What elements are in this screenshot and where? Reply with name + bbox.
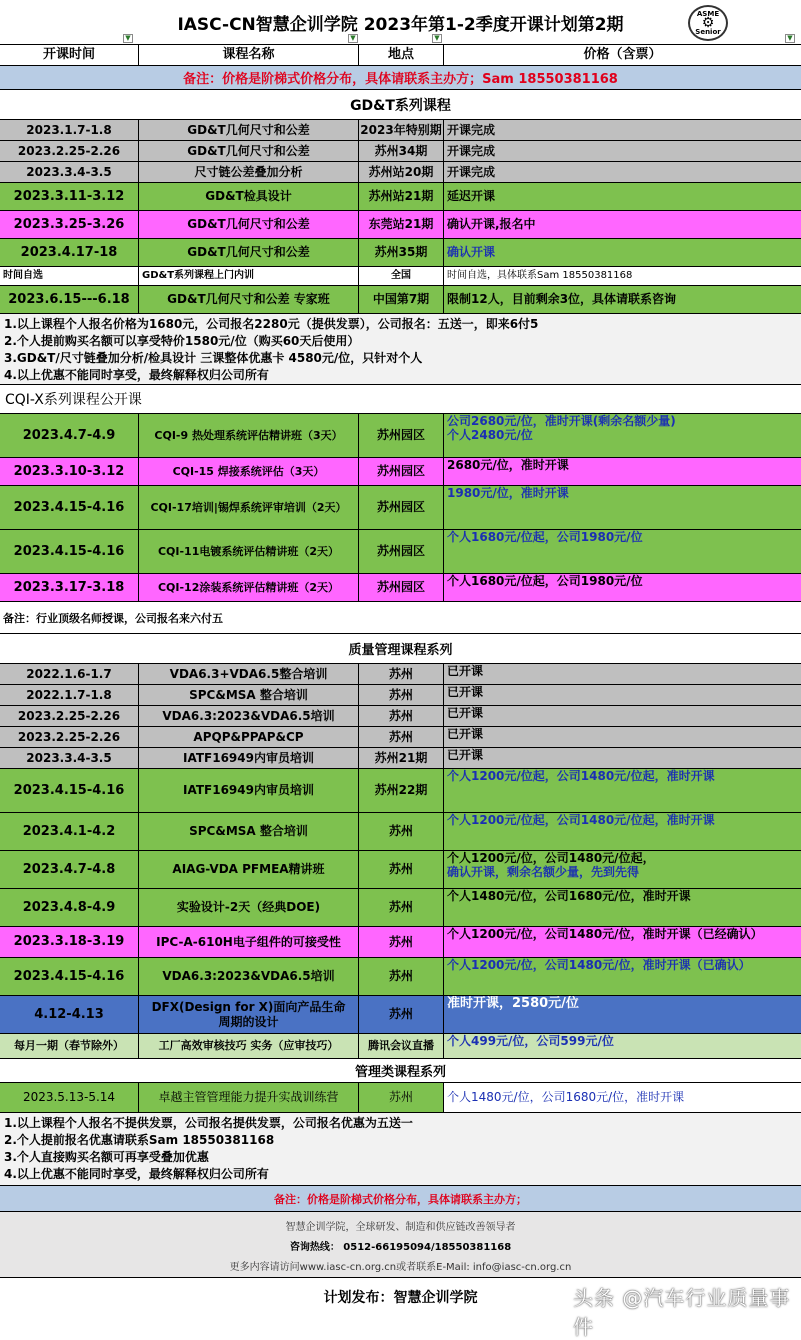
- note-line: 3.个人直接购买名额可再享受叠加优惠: [4, 1150, 209, 1164]
- table-row: [0, 141, 801, 162]
- table-row: [0, 486, 801, 530]
- price-line: 公司2680元/位，准时开课(剩余名额少量): [447, 414, 676, 428]
- course-place: 中国第7期: [359, 286, 444, 313]
- course-price: 开课完成: [447, 143, 496, 158]
- section-title-cqi: [0, 385, 801, 414]
- course-name: SPC&MSA 整合培训: [139, 685, 359, 705]
- section-title-quality: [0, 634, 801, 664]
- footer-slogan: 智慧企训学院，全球研发、制造和供应链改善领导者: [285, 1222, 516, 1233]
- footer-contact: 更多内容请访问www.iasc-cn.org.cn或者联系E-Mail: info@iasc-cn.org.cn: [229, 1262, 572, 1273]
- table-row: [0, 727, 801, 748]
- course-place: 苏州园区: [359, 486, 444, 529]
- price-line: 1980元/位，准时开课: [447, 486, 569, 500]
- course-name: [139, 996, 359, 1033]
- table-row: [0, 183, 801, 211]
- course-name: CQI-9 热处理系统评估精讲班（3天）: [139, 414, 359, 457]
- course-place: 苏州34期: [359, 141, 444, 161]
- course-price: [444, 851, 801, 888]
- course-time: 2023.4.7-4.8: [0, 851, 139, 888]
- footer-info: [0, 1212, 801, 1278]
- price-line: 已开课: [447, 685, 484, 699]
- course-time: 2023.2.25-2.26: [0, 141, 139, 161]
- page-title: IASC-CN智慧企训学院 2023年第1-2季度开课计划第2期: [177, 14, 624, 35]
- course-time: 2023.3.10-3.12: [0, 458, 139, 485]
- course-price: [444, 889, 801, 926]
- note-line: 3.GD&T/尺寸链叠加分析/检具设计 三课整体优惠卡 4580元/位，只针对个人: [4, 351, 423, 365]
- course-place: 苏州站20期: [359, 162, 444, 182]
- table-row: [0, 239, 801, 267]
- note-line: 2.个人提前购买名额可以享受特价1580元/位（购买60天后使用）: [4, 334, 360, 348]
- course-price: 确认开课,报名中: [447, 217, 536, 232]
- price-line: 已开课: [447, 748, 484, 762]
- quality-table: [0, 664, 801, 1059]
- table-row: [0, 1034, 801, 1059]
- asme-logo: ASME ⚙ Senior: [688, 5, 728, 41]
- price-line: 个人1200元/位起，公司1480元/位起，准时开课: [447, 769, 715, 783]
- course-place: 苏州35期: [359, 239, 444, 266]
- course-price: 个人1480元/位，公司1680元/位，准时开课: [444, 1083, 801, 1112]
- gdt-notes: [0, 314, 801, 385]
- cqi-note: 备注：行业顶级名师授课，公司报名来六付五: [3, 611, 223, 625]
- course-name: IATF16949内审员培训: [139, 748, 359, 768]
- filter-dropdown-icon[interactable]: ▼: [123, 34, 133, 43]
- course-price: [444, 927, 801, 957]
- course-price: [444, 706, 801, 726]
- col-header-price: 价格（含票）: [583, 47, 662, 63]
- table-row: [0, 958, 801, 996]
- course-time: 2022.1.6-1.7: [0, 664, 139, 684]
- course-time: 2023.3.11-3.12: [0, 183, 139, 210]
- course-time: 4.12-4.13: [0, 996, 139, 1033]
- course-name: 实验设计-2天（经典DOE): [139, 889, 359, 926]
- col-header-course: 课程名称: [139, 45, 359, 65]
- course-time: 2023.5.13-5.14: [0, 1083, 139, 1112]
- course-time: 2023.3.4-3.5: [0, 162, 139, 182]
- course-place: 苏州: [359, 958, 444, 995]
- course-price: [444, 748, 801, 768]
- course-name: IPC-A-610H电子组件的可接受性: [139, 927, 359, 957]
- course-time: 2023.4.15-4.16: [0, 769, 139, 812]
- course-name: GD&T几何尺寸和公差: [139, 120, 359, 140]
- course-price: [444, 958, 801, 995]
- gdt-table: [0, 120, 801, 314]
- section-title-gdt: [0, 90, 801, 120]
- col-header-place: 地点: [359, 45, 444, 65]
- price-line: 个人1200元/位，公司1480元/位起，: [447, 851, 655, 865]
- course-name: APQP&PPAP&CP: [139, 727, 359, 747]
- note-line: 1.以上课程个人报名不提供发票，公司报名提供发票，公司报名优惠为五送一: [4, 1116, 413, 1130]
- price-line: 个人2480元/位: [447, 428, 533, 443]
- course-place: 苏州园区: [359, 414, 444, 457]
- course-name: GD&T系列课程上门内训: [139, 267, 359, 285]
- course-price: [444, 1034, 801, 1058]
- course-place: 苏州: [359, 1083, 444, 1112]
- table-row: [0, 927, 801, 958]
- course-name: CQI-11电镀系统评估精讲班（2天）: [139, 530, 359, 573]
- course-time: 2023.6.15---6.18: [0, 286, 139, 313]
- filter-dropdown-icon[interactable]: ▼: [348, 34, 358, 43]
- course-time: 2023.2.25-2.26: [0, 727, 139, 747]
- course-price: [444, 813, 801, 850]
- section-title: CQI-X系列课程公开课: [5, 392, 142, 408]
- footer-publisher: 计划发布：智慧企训学院: [323, 1290, 478, 1306]
- table-row: [0, 286, 801, 314]
- course-price: 确认开课: [447, 245, 496, 260]
- course-price: [444, 486, 801, 529]
- footer-hotline: 咨询热线： 0512-66195094/18550381168: [289, 1242, 512, 1253]
- course-place: 苏州: [359, 664, 444, 684]
- course-place: 东莞站21期: [359, 211, 444, 238]
- price-remark: 备注：价格是阶梯式价格分布，具体请联系主办方；Sam 18550381168: [183, 72, 618, 87]
- table-row: [0, 530, 801, 574]
- course-price: [444, 769, 801, 812]
- course-name: GD&T几何尺寸和公差 专家班: [139, 286, 359, 313]
- price-line: 个人1680元/位起，公司1980元/位: [447, 574, 643, 588]
- course-place: 苏州: [359, 727, 444, 747]
- course-name: GD&T几何尺寸和公差: [139, 211, 359, 238]
- table-row: [0, 813, 801, 851]
- course-name: CQI-15 焊接系统评估（3天）: [139, 458, 359, 485]
- price-line: 已开课: [447, 727, 484, 741]
- course-name: 尺寸链公差叠加分析: [139, 162, 359, 182]
- footer-remark-row: [0, 1186, 801, 1212]
- price-line: 个人1200元/位，公司1480元/位，准时开课（已确认）: [447, 958, 751, 972]
- course-price: [444, 458, 801, 485]
- section-title-mgmt: [0, 1059, 801, 1083]
- course-place: 腾讯会议直播: [359, 1034, 444, 1058]
- column-header-row: [0, 45, 801, 66]
- course-name: CQI-12涂装系统评估精讲班（2天）: [139, 574, 359, 601]
- course-place: 苏州: [359, 813, 444, 850]
- course-name: AIAG-VDA PFMEA精讲班: [139, 851, 359, 888]
- course-price: [444, 414, 801, 457]
- section-title: 管理类课程系列: [354, 1065, 446, 1080]
- table-row: [0, 685, 801, 706]
- course-name: 工厂高效审核技巧 实务（应审技巧）: [139, 1034, 359, 1058]
- table-row: [0, 267, 801, 286]
- table-row: [0, 211, 801, 239]
- course-name-line: 周期的设计: [218, 1014, 279, 1029]
- course-time: 每月一期（春节除外）: [0, 1034, 139, 1058]
- course-price: [444, 574, 801, 601]
- price-line: 个人1680元/位起，公司1980元/位: [447, 530, 643, 544]
- course-name: GD&T检具设计: [139, 183, 359, 210]
- price-line: 2680元/位，准时开课: [447, 458, 569, 472]
- table-row: [0, 1083, 801, 1113]
- table-row: [0, 664, 801, 685]
- course-price: 时间自选，具体联系Sam 18550381168: [447, 270, 633, 281]
- cqi-note-row: [0, 602, 801, 634]
- course-time: 2023.2.25-2.26: [0, 706, 139, 726]
- table-row: [0, 748, 801, 769]
- price-line: 已开课: [447, 664, 484, 678]
- course-place: 苏州园区: [359, 530, 444, 573]
- section-title: 质量管理课程系列: [348, 643, 453, 658]
- course-time: 2023.4.15-4.16: [0, 486, 139, 529]
- price-remark-row: [0, 66, 801, 90]
- title-row: [0, 0, 801, 45]
- course-place: 苏州: [359, 927, 444, 957]
- table-row: [0, 162, 801, 183]
- course-time: 2023.3.17-3.18: [0, 574, 139, 601]
- course-time: 2023.4.15-4.16: [0, 958, 139, 995]
- table-row: [0, 414, 801, 458]
- course-name: 卓越主管管理能力提升实战训练营: [139, 1083, 359, 1112]
- course-place: 苏州园区: [359, 574, 444, 601]
- filter-dropdown-icon[interactable]: ▼: [785, 34, 795, 43]
- course-place: 苏州22期: [359, 769, 444, 812]
- section-title: GD&T系列课程: [350, 97, 451, 114]
- course-name-line: DFX(Design for X)面向产品生命: [151, 1000, 346, 1015]
- table-row: [0, 889, 801, 927]
- table-row: [0, 769, 801, 813]
- course-place: 苏州: [359, 889, 444, 926]
- course-time: 2022.1.7-1.8: [0, 685, 139, 705]
- course-name: IATF16949内审员培训: [139, 769, 359, 812]
- cqi-table: [0, 414, 801, 602]
- price-line: 确认开课，剩余名额少量，先到先得: [447, 865, 640, 880]
- course-price: 开课完成: [447, 122, 496, 137]
- course-price: [444, 530, 801, 573]
- course-price: [444, 664, 801, 684]
- price-line: 准时开课，2580元/位: [447, 996, 579, 1011]
- course-place: 苏州站21期: [359, 183, 444, 210]
- course-price: 限制12人，目前剩余3位，具体请联系咨询: [447, 292, 677, 307]
- course-name: GD&T几何尺寸和公差: [139, 239, 359, 266]
- footer-remark: 备注：价格是阶梯式价格分布，具体请联系主办方；: [274, 1192, 527, 1206]
- course-time: 2023.3.4-3.5: [0, 748, 139, 768]
- table-row: [0, 120, 801, 141]
- course-name: CQI-17培训|锡焊系统评审培训（2天）: [139, 486, 359, 529]
- mgmt-notes: [0, 1113, 801, 1186]
- course-place: 全国: [359, 267, 444, 285]
- note-line: 2.个人提前报名优惠请联系Sam 18550381168: [4, 1133, 275, 1147]
- course-time: 2023.4.8-4.9: [0, 889, 139, 926]
- mgmt-table: [0, 1083, 801, 1113]
- table-row: [0, 706, 801, 727]
- course-time: 2023.1.7-1.8: [0, 120, 139, 140]
- table-row: [0, 996, 801, 1034]
- course-name: GD&T几何尺寸和公差: [139, 141, 359, 161]
- course-name: VDA6.3:2023&VDA6.5培训: [139, 706, 359, 726]
- course-price: [444, 727, 801, 747]
- note-line: 4.以上优惠不能同时享受，最终解释权归公司所有: [4, 1167, 269, 1181]
- course-place: 苏州: [359, 706, 444, 726]
- note-line: 1.以上课程个人报名价格为1680元，公司报名2280元（提供发票），公司报名：五送一，即来6付5: [4, 317, 539, 331]
- price-line: 个人499元/位，公司599元/位: [447, 1034, 614, 1048]
- course-time: 2023.4.17-18: [0, 239, 139, 266]
- course-price: [444, 996, 801, 1033]
- course-name: VDA6.3:2023&VDA6.5培训: [139, 958, 359, 995]
- price-line: 个人1480元/位，公司1680元/位，准时开课: [447, 889, 691, 903]
- course-time: 2023.4.7-4.9: [0, 414, 139, 457]
- price-line: 个人1200元/位，公司1480元/位，准时开课（已经确认）: [447, 927, 763, 941]
- course-price: 开课完成: [447, 164, 496, 179]
- course-place: 苏州21期: [359, 748, 444, 768]
- watermark-text: 头条 @汽车行业质量事件: [573, 1286, 791, 1339]
- course-name: SPC&MSA 整合培训: [139, 813, 359, 850]
- col-header-time: 开课时间: [0, 45, 139, 65]
- course-time: 时间自选: [0, 267, 139, 285]
- note-line: 4.以上优惠不能同时享受，最终解释权归公司所有: [4, 368, 269, 382]
- course-time: 2023.4.1-4.2: [0, 813, 139, 850]
- price-line: 已开课: [447, 706, 484, 720]
- course-place: 苏州园区: [359, 458, 444, 485]
- table-row: [0, 458, 801, 486]
- course-time: 2023.4.15-4.16: [0, 530, 139, 573]
- course-time: 2023.3.18-3.19: [0, 927, 139, 957]
- course-place: 苏州: [359, 685, 444, 705]
- course-price: 延迟开课: [447, 189, 496, 204]
- course-place: 苏州: [359, 851, 444, 888]
- course-place: 苏州: [359, 996, 444, 1033]
- course-place: 2023年特别期: [359, 120, 444, 140]
- table-row: [0, 851, 801, 889]
- course-name: VDA6.3+VDA6.5整合培训: [139, 664, 359, 684]
- course-time: 2023.3.25-3.26: [0, 211, 139, 238]
- filter-dropdown-icon[interactable]: ▼: [432, 34, 442, 43]
- course-price: [444, 685, 801, 705]
- price-line: 个人1200元/位起，公司1480元/位起，准时开课: [447, 813, 715, 827]
- table-row: [0, 574, 801, 602]
